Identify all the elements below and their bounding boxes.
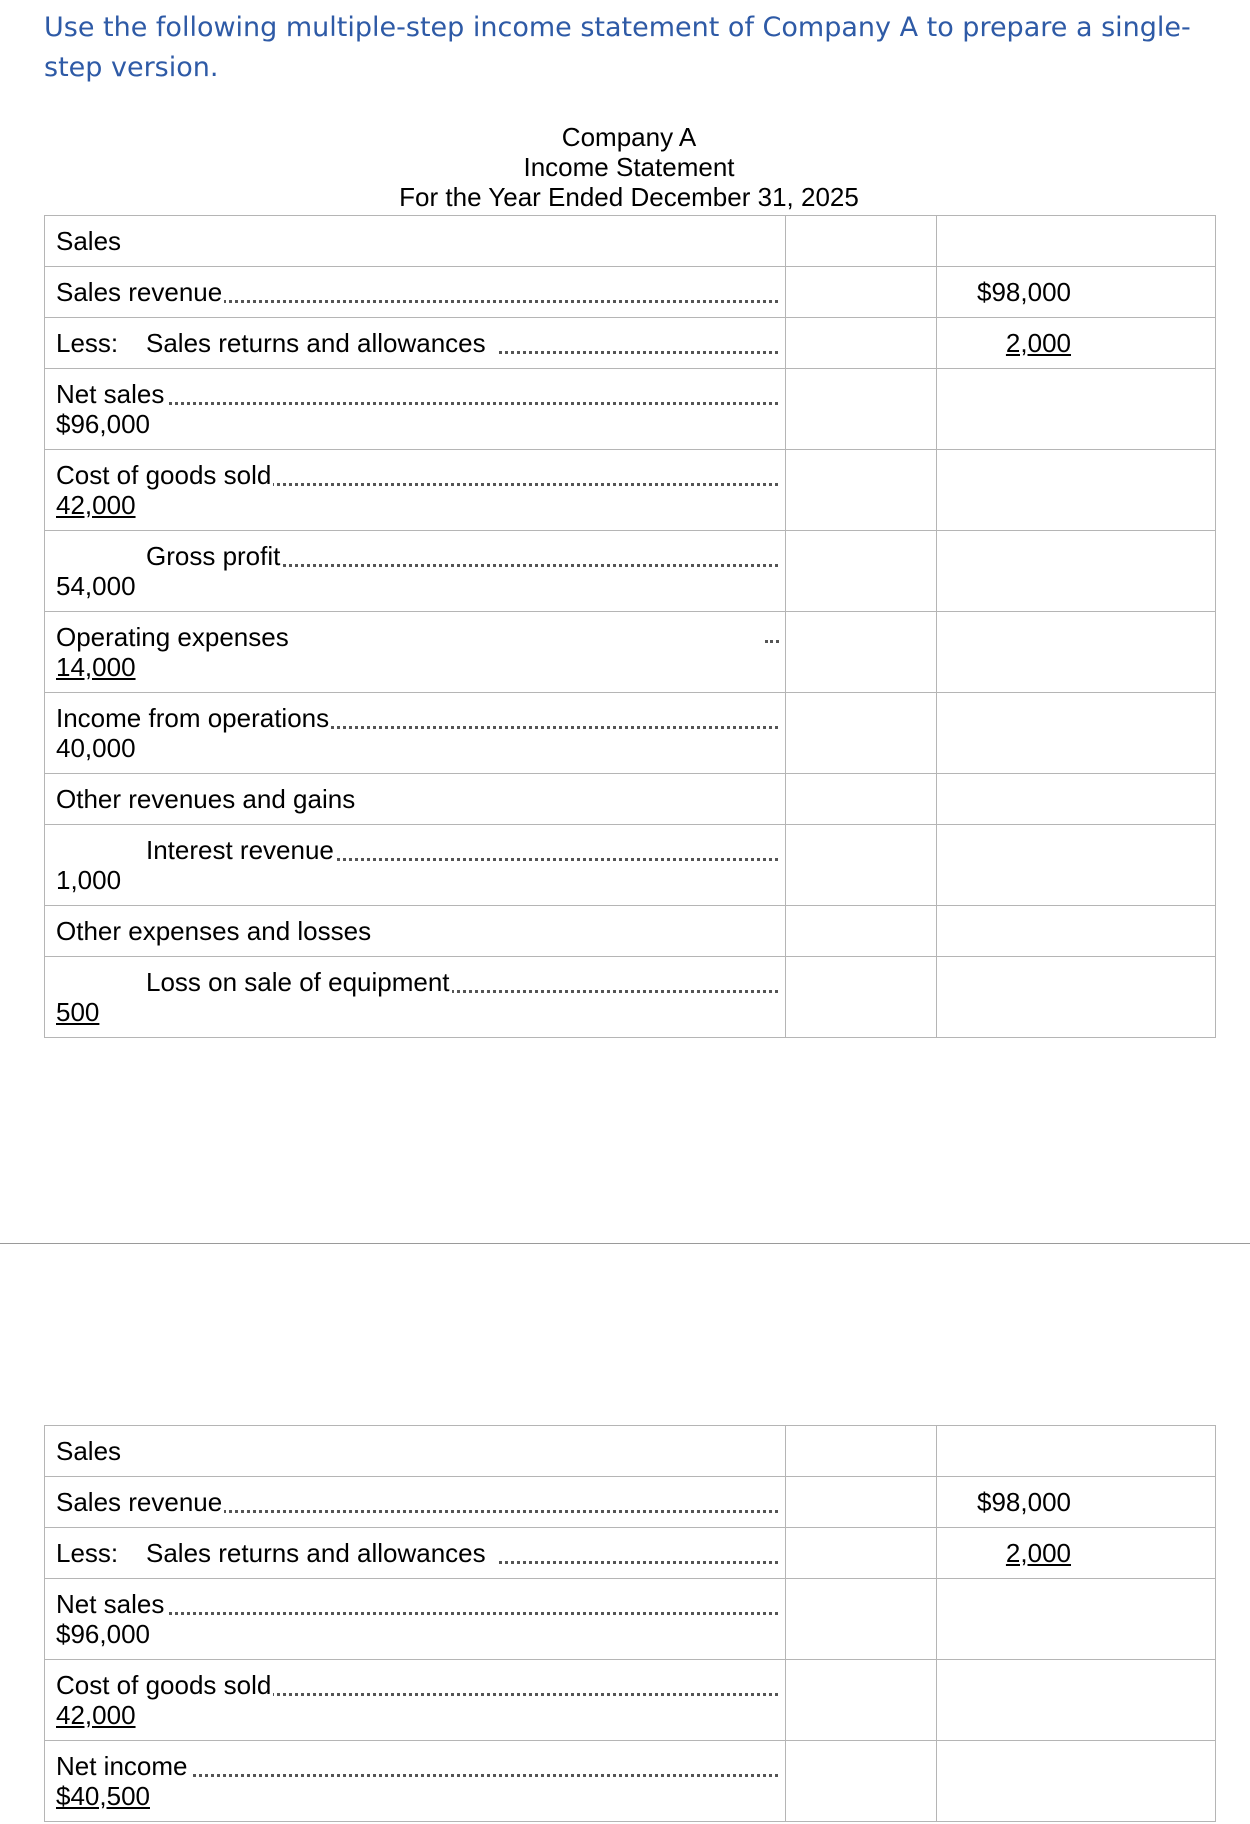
table-row [45,1579,1216,1660]
statement-period: For the Year Ended December 31, 2025 [399,182,859,212]
loss-amount: 500 [56,997,100,1027]
cogs-label: Cost of goods sold [56,1670,272,1700]
table-row [45,216,1216,267]
interest-amount: 1,000 [56,865,122,895]
income-ops-label: Income from operations [56,703,330,733]
gross-profit-label: Gross profit [56,541,282,571]
returns-amount: 2,000 [1005,1538,1071,1568]
returns-label: Sales returns and allowances [146,328,486,358]
company-name: Company A [561,122,697,152]
table-row [45,267,1216,318]
table-row [45,318,1216,369]
sales-revenue-label: Sales revenue [56,1487,223,1517]
dot-leader [765,640,779,643]
cogs-amount: 42,000 [56,1700,136,1730]
other-rev-heading: Other revenues and gains [56,784,356,814]
other-exp-heading: Other expenses and losses [56,916,372,946]
income-ops-amount: 40,000 [56,733,136,763]
table-row [45,1528,1216,1579]
table-row [45,1660,1216,1741]
table-row [45,531,1216,612]
table-row [45,1426,1216,1477]
less-label: Less: [56,1538,146,1569]
table-row [45,825,1216,906]
sales-revenue-label: Sales revenue [56,277,223,307]
returns-amount: 2,000 [1005,328,1071,358]
table-row [45,906,1216,957]
sales-revenue-amount: $98,000 [977,1487,1071,1517]
loss-label: Loss on sale of equipment [56,967,452,997]
table-row [45,369,1216,450]
net-sales-label: Net sales [56,379,165,409]
net-income-amount: $40,500 [56,1781,150,1811]
interest-label: Interest revenue [56,835,336,865]
opex-amount: 14,000 [56,652,136,682]
opex-label: Operating expenses [56,622,289,652]
section-divider [0,1243,1250,1244]
net-sales-amount: $96,000 [56,1619,150,1649]
single-step-statement-table [44,1425,1216,1822]
sales-heading: Sales [56,226,122,256]
table-row [45,774,1216,825]
table-row [45,693,1216,774]
less-label: Less: [56,328,146,359]
sales-heading: Sales [56,1436,122,1466]
net-income-label: Net income [56,1751,188,1781]
multi-step-statement-table [44,215,1216,1038]
cogs-label: Cost of goods sold [56,460,272,490]
statement-title: Income Statement [523,152,735,182]
table-row [45,1741,1216,1822]
net-sales-label: Net sales [56,1589,165,1619]
gross-profit-amount: 54,000 [56,571,136,601]
table-row [45,450,1216,531]
table-row [45,957,1216,1038]
cogs-amount: 42,000 [56,490,136,520]
net-sales-amount: $96,000 [56,409,150,439]
table-row [45,612,1216,693]
question-text: Use the following multiple-step income statement of Company A to prepare a single-step version. [44,12,1191,83]
sales-revenue-amount: $98,000 [977,277,1071,307]
table-row [45,1477,1216,1528]
returns-label: Sales returns and allowances [146,1538,486,1568]
